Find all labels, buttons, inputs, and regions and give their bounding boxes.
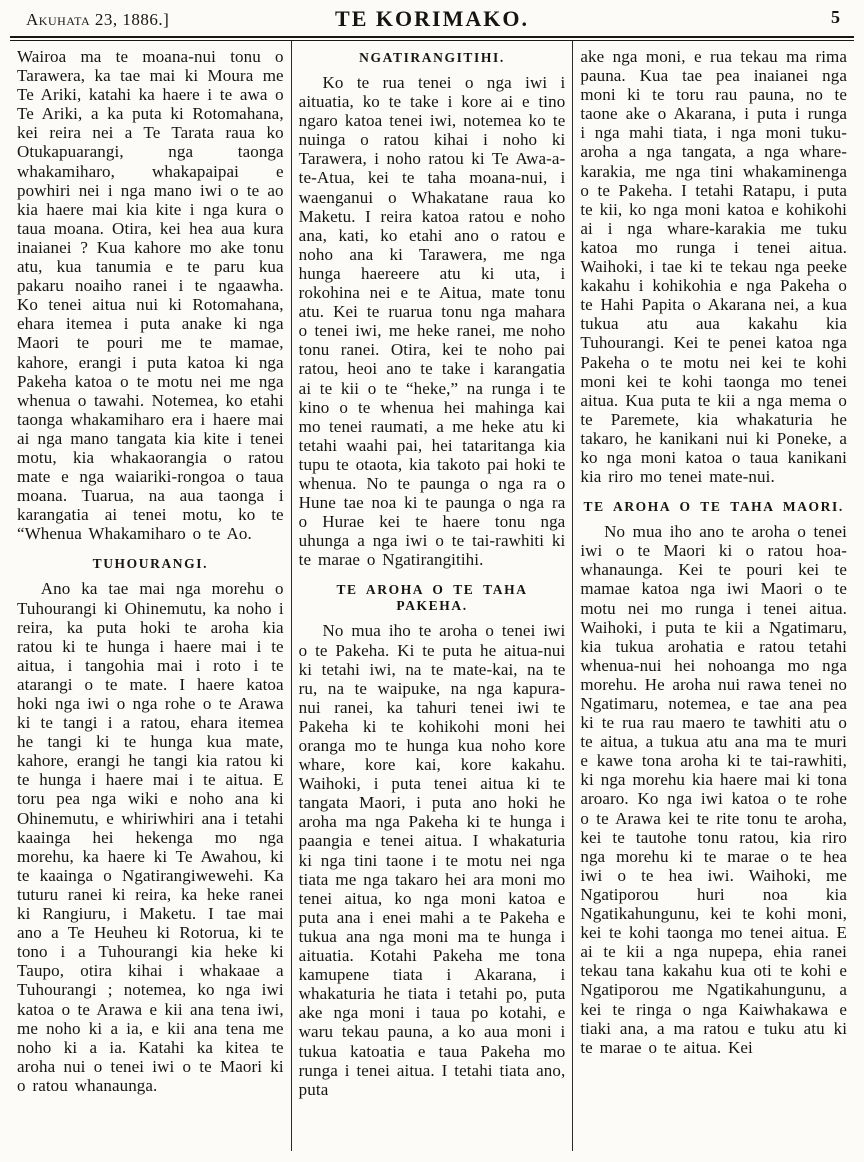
column-3 [572, 41, 854, 1151]
column-1 [10, 41, 291, 1151]
section-heading-te-aroha-o-te-taha-maori: TE AROHA O TE TAHA MAORI. [583, 499, 844, 515]
masthead [10, 0, 854, 34]
article-paragraph: No mua iho te aroha o tenei iwi o te Pakeha. Ki te puta he aitua-nui ki tetahi iwi, na te mate-kai, na te ru, na te waipuke, na nga kapura-nui ranei, ka tahuri tenei iwi te Pakeha ki te kohikohi moni hei oranga mo te hunga kua noho kore whare, kore kai, kore kakahu. Waihoki, i puta tenei aitua ki te tangata Maori, i puta ano hoki he aroha ma nga Pakeha ki te hunga i paangia e tenei aitua. I whakaturia ki nga tini taone i te motu nei nga tiata me nga takaro hei ara moni mo tenei aitua, ko nga moni katoa e puta ana i enei mahi a te Pakeha e tukua ana nga moni ma te hunga i aituatia. Kotahi Pakeha me tona kamupene tiata i Akarana, i whakaturia he tiata i tetahi po, puta ake nga moni i taua po kotahi, e waru tekau pauna, a ko aua moni i tukua katoatia e taua Pakeha mo runga i tenei aitua. I tetahi tiata ano, puta [298, 621, 566, 1099]
article-paragraph-continuation: ake nga moni, e rua tekau ma rima pauna. Kua tae pea inaianei nga moni ki te toru rau pauna, no te taone ake o Akarana, i puta i runga i nga mahi tiata, i nga moni tuku-aroha a nga tangata, a nga whare-karakia, me nga tini whakaminenga o te Pakeha. I tetahi Ratapu, i puta te kii, ko nga moni katoa e kohikohi ai i nga whare-karakia me tuku katoa mo runga i tenei aitua. Waihoki, i tae ki te tekau nga peeke kakahu i kohikohia e nga Pakeha o te Hahi Papita o Akarana nei, a kua tukua atu aua kakahu kia Tuhourangi. Kei te penei katoa nga Pakeha o te motu nei kei te kohi moni kei te kohi taonga mo tenei aitua. Kua puta te kii a nga mema o te Paremete, kia whakaturia he takaro, he kanikani nui ki Poneke, a ko nga moni katoa o taua kanikani kia riro mo tenei mate-nui. [580, 47, 848, 487]
issue-date: Akuhata 23, 1886.] [26, 10, 170, 29]
newspaper-title: TE KORIMAKO. [335, 6, 529, 31]
article-paragraph: Ano ka tae mai nga morehu o Tuhourangi ki Ohinemutu, ka noho i reira, ka puta hoki te aroha kia ratou ki te hunga i haere mai i te aitua, i tangohia mai i roto i te atarangi o te mate. I haere katoa hoki nga iwi o nga rohe o te Arawa ki te tangi i a ratou, ehara itemea he tangi ki te hunga kua mate, kahore, erangi he tangi kia ratou ki te hunga i haere mai i te aitua. E toru pea nga wiki e noho ana ki Ohinemutu, e whiriwhiri ana i tetahi kaainga hei hekenga mo nga morehu, ka haere ki Te Awahou, ki te kaainga o Ngatirangiwewehi. Ka tuturu ranei ki reira, ka heke ranei ki Rangiuru, i Maketu. I tae mai ano a Te Heuheu ki Rotorua, ki te tono i a Tuhourangi kia heke ki Taupo, otira kihai i whakaae a Tuhourangi ; notemea, ko nga iwi katoa o te Arawa e kii ana tena iwi, me noho ki a ia, e kii ana tena me noho ki a ia. Katahi ka kitea te aroha nui o tenei iwi o te Maori ki o ratou whanaunga. [17, 579, 284, 1095]
article-paragraph-continuation: Wairoa ma te moana-nui tonu o Tarawera, ka tae mai ki Moura me Te Ariki, katahi ka haere i te awa o Te Ariki, a ka puta ki Rotomahana, kei reira nei a Te Tarata raua ko Otukapuarangi, nga taonga whakamiharo, whakapaipai e powhiri nei i nga mano iwi o te ao kia haere mai kia kite i nga kura o taua moana. Otira, kei hea aua kura inaianei ? Kua kahore mo ake tonu atu, kua tanumia e te paru kua pakaru noaiho ranei i te ngaawha. Ko tenei aitua nui ki Rotomahana, ehara itemea i puta anake ki nga Maori te pouri me te mamae, kahore, erangi i puta katoa ki nga Pakeha katoa o te motu nei me nga whenua o tawahi. Notemea, ko etahi taonga whakamiharo era i haere mai ai nga mano tangata kia kite i tenei motu, kia whakaorangia o ratou mate e nga waiariki-rongoa o taua moana. Tuarua, na aua taonga i karangatia ai tenei motu, ko te “Whenua Whakamiharo o te Ao. [17, 47, 284, 544]
article-paragraph: No mua iho ano te aroha o tenei iwi o te Maori ki o ratou hoa-whanaunga. Kei te pouri kei te mamae katoa nga iwi Maori o te motu nei mo runga i tenei aitua. Waihoki, i puta te kii a Ngatimaru, kia tukua arohatia e ratou tetahi whenua-nui hei nohoanga mo nga morehu. He aroha nui rawa tenei no Ngatimaru, notemea, e tae ana pea ki te rua rau maero te tawhiti atu o te aitua, a tukua atu ana ma te muri e kawe tona aroha ki te tai-rawhiti, ki nga morehu kia haere mai ki tona aroaro. Ko nga iwi katoa o te rohe o te Arawa kei te rite tonu te aroha, kei te tautohe tonu ratou, kia riro nga morehu ki te marae o te hea iwi o te hea iwi. Waihoki, me Ngatiporou huri noa kia Ngatikahungunu, kei te kohi moni, kei te kohi taonga mo tenei aitua. E ai te kii a nga nupepa, ehia ranei tekau tana kakahu kua oti te kohi e Ngatiporou me Ngatikahungunu, a kei te ringa o nga Kaiwhakawa e tiaki ana, a ma ratou e tuku atu ki te marae o te aitua. Kei [580, 522, 848, 1057]
page-number: 5 [831, 7, 840, 27]
column-2 [291, 41, 573, 1151]
section-heading-te-aroha-o-te-taha-pakeha: TE AROHA O TE TAHA PAKEHA. [336, 582, 528, 614]
article-paragraph: Ko te rua tenei o nga iwi i aituatia, ko te take i kore ai e tino ngaro katoa tenei iwi, notemea ko te nuinga o ratou kihai i noho ki Tarawera, i noho ratou ki Te Awa-a-te-Atua, kei te taha moana-nui, i waenganui o Whakatane raua ko Maketu. I reira katoa ratou e noho ana, kati, ko etahi ano o ratou e noho ana ki Tarawera, me nga hunga haereere atu ki uta, i rokohina nei e te Aitua, mate tonu atu. Kei te ruarua tonu nga mahara o tenei iwi, me heke ranei, me noho tonu ranei. Otira, kei te noho pai ratou, heoi ano te take i karangatia ai te kii o te “heke,” na runga i te kino o te whenua hei mahinga kai mo tenei raumati, a me heke atu ki tetahi waahi pai, hei tataritanga kia tupu te otaota, kia takoto pai hoki te whenua. No te paunga o nga ra o Hune tae noa ki te paunga o nga ra o Hurae kei te haere tonu nga uhunga a nga iwi o te tai-rawhiti ki te marae o Ngatirangitihi. [298, 73, 566, 570]
section-heading-ngatirangitihi: NGATIRANGITIHI. [359, 50, 505, 65]
text-columns [10, 41, 854, 1151]
section-heading-tuhourangi: TUHOURANGI. [92, 556, 209, 572]
